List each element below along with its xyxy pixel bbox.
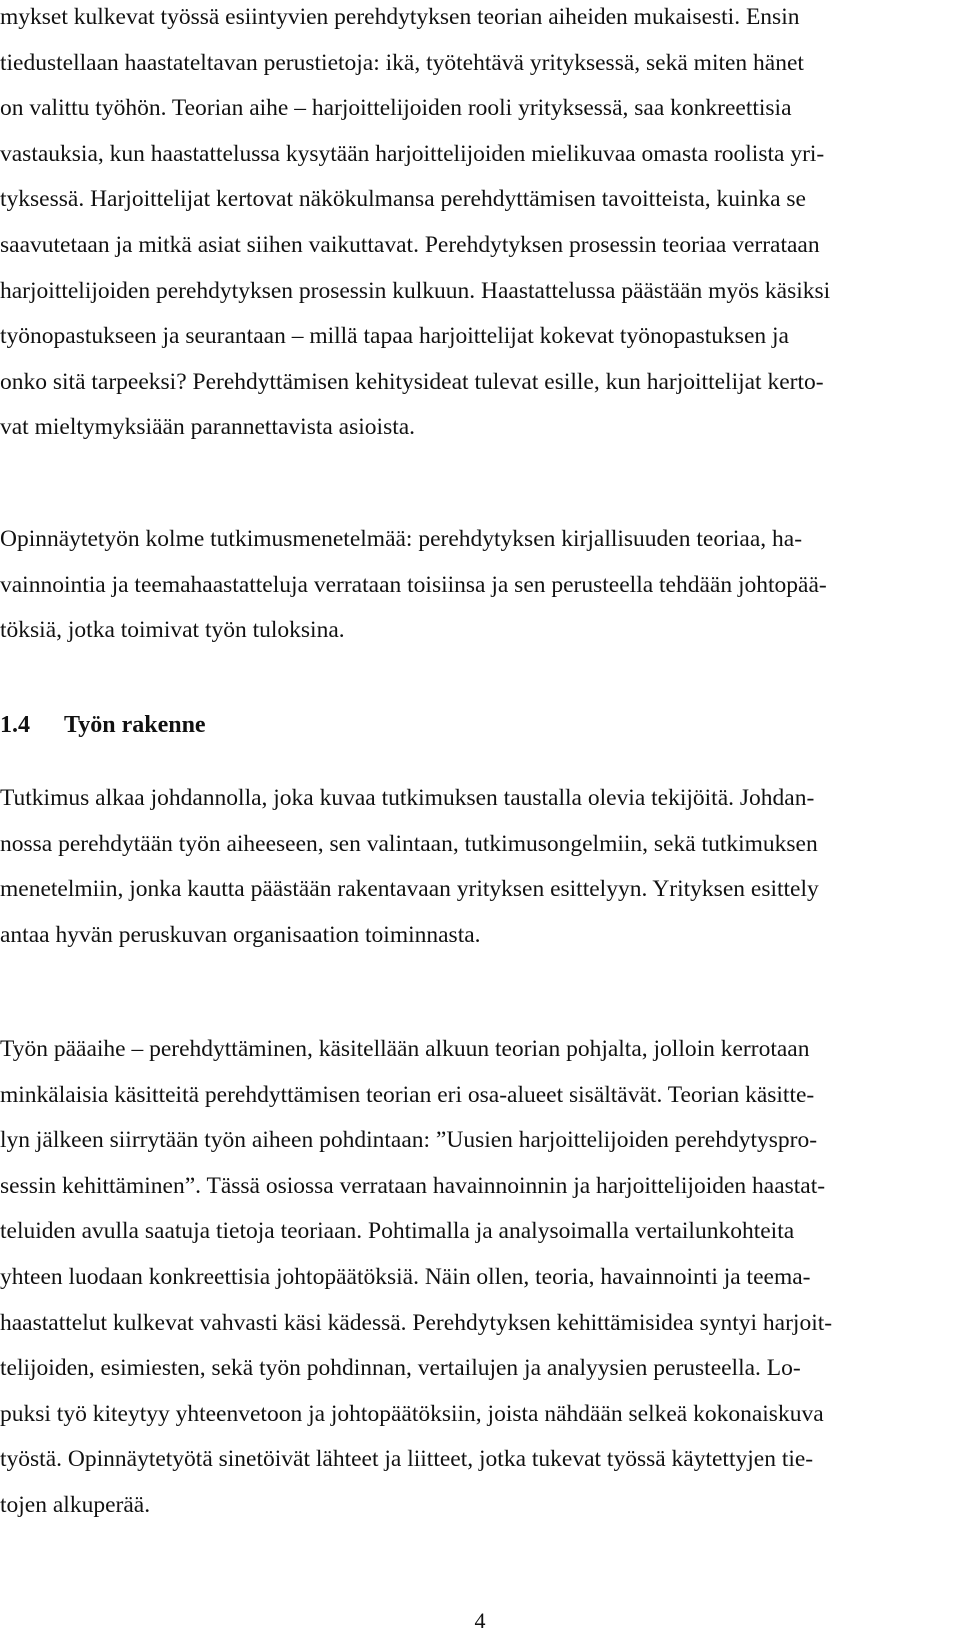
text-line: työnopastukseen ja seurantaan – millä tapaa harjoittelijat kokevat työnopastuksen ja [0, 323, 789, 350]
text-line: tiedustellaan haastateltavan perustietoja: ikä, työtehtävä yrityksessä, sekä miten hänet [0, 49, 804, 76]
text-line: Työn pääaihe – perehdyttäminen, käsitellään alkuun teorian pohjalta, jolloin kerrotaan [0, 1036, 810, 1062]
text-line: antaa hyvän peruskuvan organisaation toiminnasta. [0, 921, 481, 948]
paragraph-research-methods [0, 517, 952, 654]
paragraph-interview-structure [0, 0, 952, 451]
section-number: 1.4 [0, 712, 30, 738]
section-title: Työn rakenne [64, 712, 206, 738]
text-line: töksiä, jotka toimivat työn tuloksina. [0, 617, 345, 644]
text-line: saavutetaan ja mitkä asiat siihen vaikuttavat. Perehdytyksen prosessin teoriaa verrataan [0, 231, 820, 258]
paragraph-introduction [0, 776, 952, 958]
text-line: Opinnäytetyön kolme tutkimusmenetelmää: perehdytyksen kirjallisuuden teoriaa, ha- [0, 526, 803, 552]
text-line: puksi työ kiteytyy yhteenvetoon ja johtopäätöksiin, joista nähdään selkeä kokonaiskuva [0, 1400, 824, 1427]
text-line: haastattelut kulkevat vahvasti käsi kädessä. Perehdytyksen kehittämisidea syntyi harjoit- [0, 1309, 833, 1336]
text-line: onko sitä tarpeeksi? Perehdyttämisen kehitysideat tulevat esille, kun harjoittelijat kerto- [0, 368, 824, 395]
text-line: vastauksia, kun haastattelussa kysytään harjoittelijoiden mielikuvaa omasta roolista yri- [0, 140, 825, 167]
text-line: harjoittelijoiden perehdytyksen prosessin kulkuun. Haastattelussa päästään myös käsiksi [0, 277, 831, 304]
text-line: lyn jälkeen siirrytään työn aiheen pohdintaan: ”Uusien harjoittelijoiden perehdytyspro- [0, 1127, 818, 1154]
paragraph-main-topic [0, 1027, 952, 1529]
page-number: 4 [474, 1608, 486, 1633]
text-line: nossa perehdytään työn aiheeseen, sen valintaan, tutkimusongelmiin, sekä tutkimuksen [0, 830, 818, 857]
text-line: mykset kulkevat työssä esiintyvien perehdytyksen teorian aiheiden mukaisesti. Ensin [0, 4, 800, 30]
text-line: työstä. Opinnäytetyötä sinetöivät lähteet ja liitteet, jotka tukevat työssä käytettyjen tie- [0, 1446, 814, 1473]
text-line: on valittu työhön. Teorian aihe – harjoittelijoiden rooli yrityksessä, saa konkreettisia [0, 95, 792, 122]
text-line: menetelmiin, jonka kautta päästään rakentavaan yrityksen esittelyyn. Yrityksen esittely [0, 876, 819, 903]
text-line: vat mieltymyksiään parannettavista asioista. [0, 414, 416, 441]
text-line: teluiden avulla saatuja tietoja teoriaan. Pohtimalla ja analysoimalla vertailunkohteita [0, 1218, 795, 1245]
section-heading [0, 710, 206, 740]
text-line: sessin kehittäminen”. Tässä osiossa verrataan havainnoinnin ja harjoittelijoiden haastat- [0, 1172, 826, 1199]
text-line: yhteen luodaan konkreettisia johtopäätöksiä. Näin ollen, teoria, havainnointi ja teema- [0, 1263, 811, 1290]
text-line: telijoiden, esimiesten, sekä työn pohdinnan, vertailujen ja analyysien perusteella. Lo- [0, 1355, 801, 1382]
text-line: tyksessä. Harjoittelijat kertovat näkökulmansa perehdyttämisen tavoitteista, kuinka se [0, 186, 806, 213]
text-line: vainnointia ja teemahaastatteluja verrataan toisiinsa ja sen perusteella tehdään johtopää- [0, 571, 827, 598]
text-line: tojen alkuperää. [0, 1491, 151, 1518]
text-line: Tutkimus alkaa johdannolla, joka kuvaa tutkimuksen taustalla olevia tekijöitä. Johdan- [0, 785, 815, 811]
text-line: minkälaisia käsitteitä perehdyttämisen teorian eri osa-alueet sisältävät. Teorian käsitte- [0, 1081, 815, 1108]
